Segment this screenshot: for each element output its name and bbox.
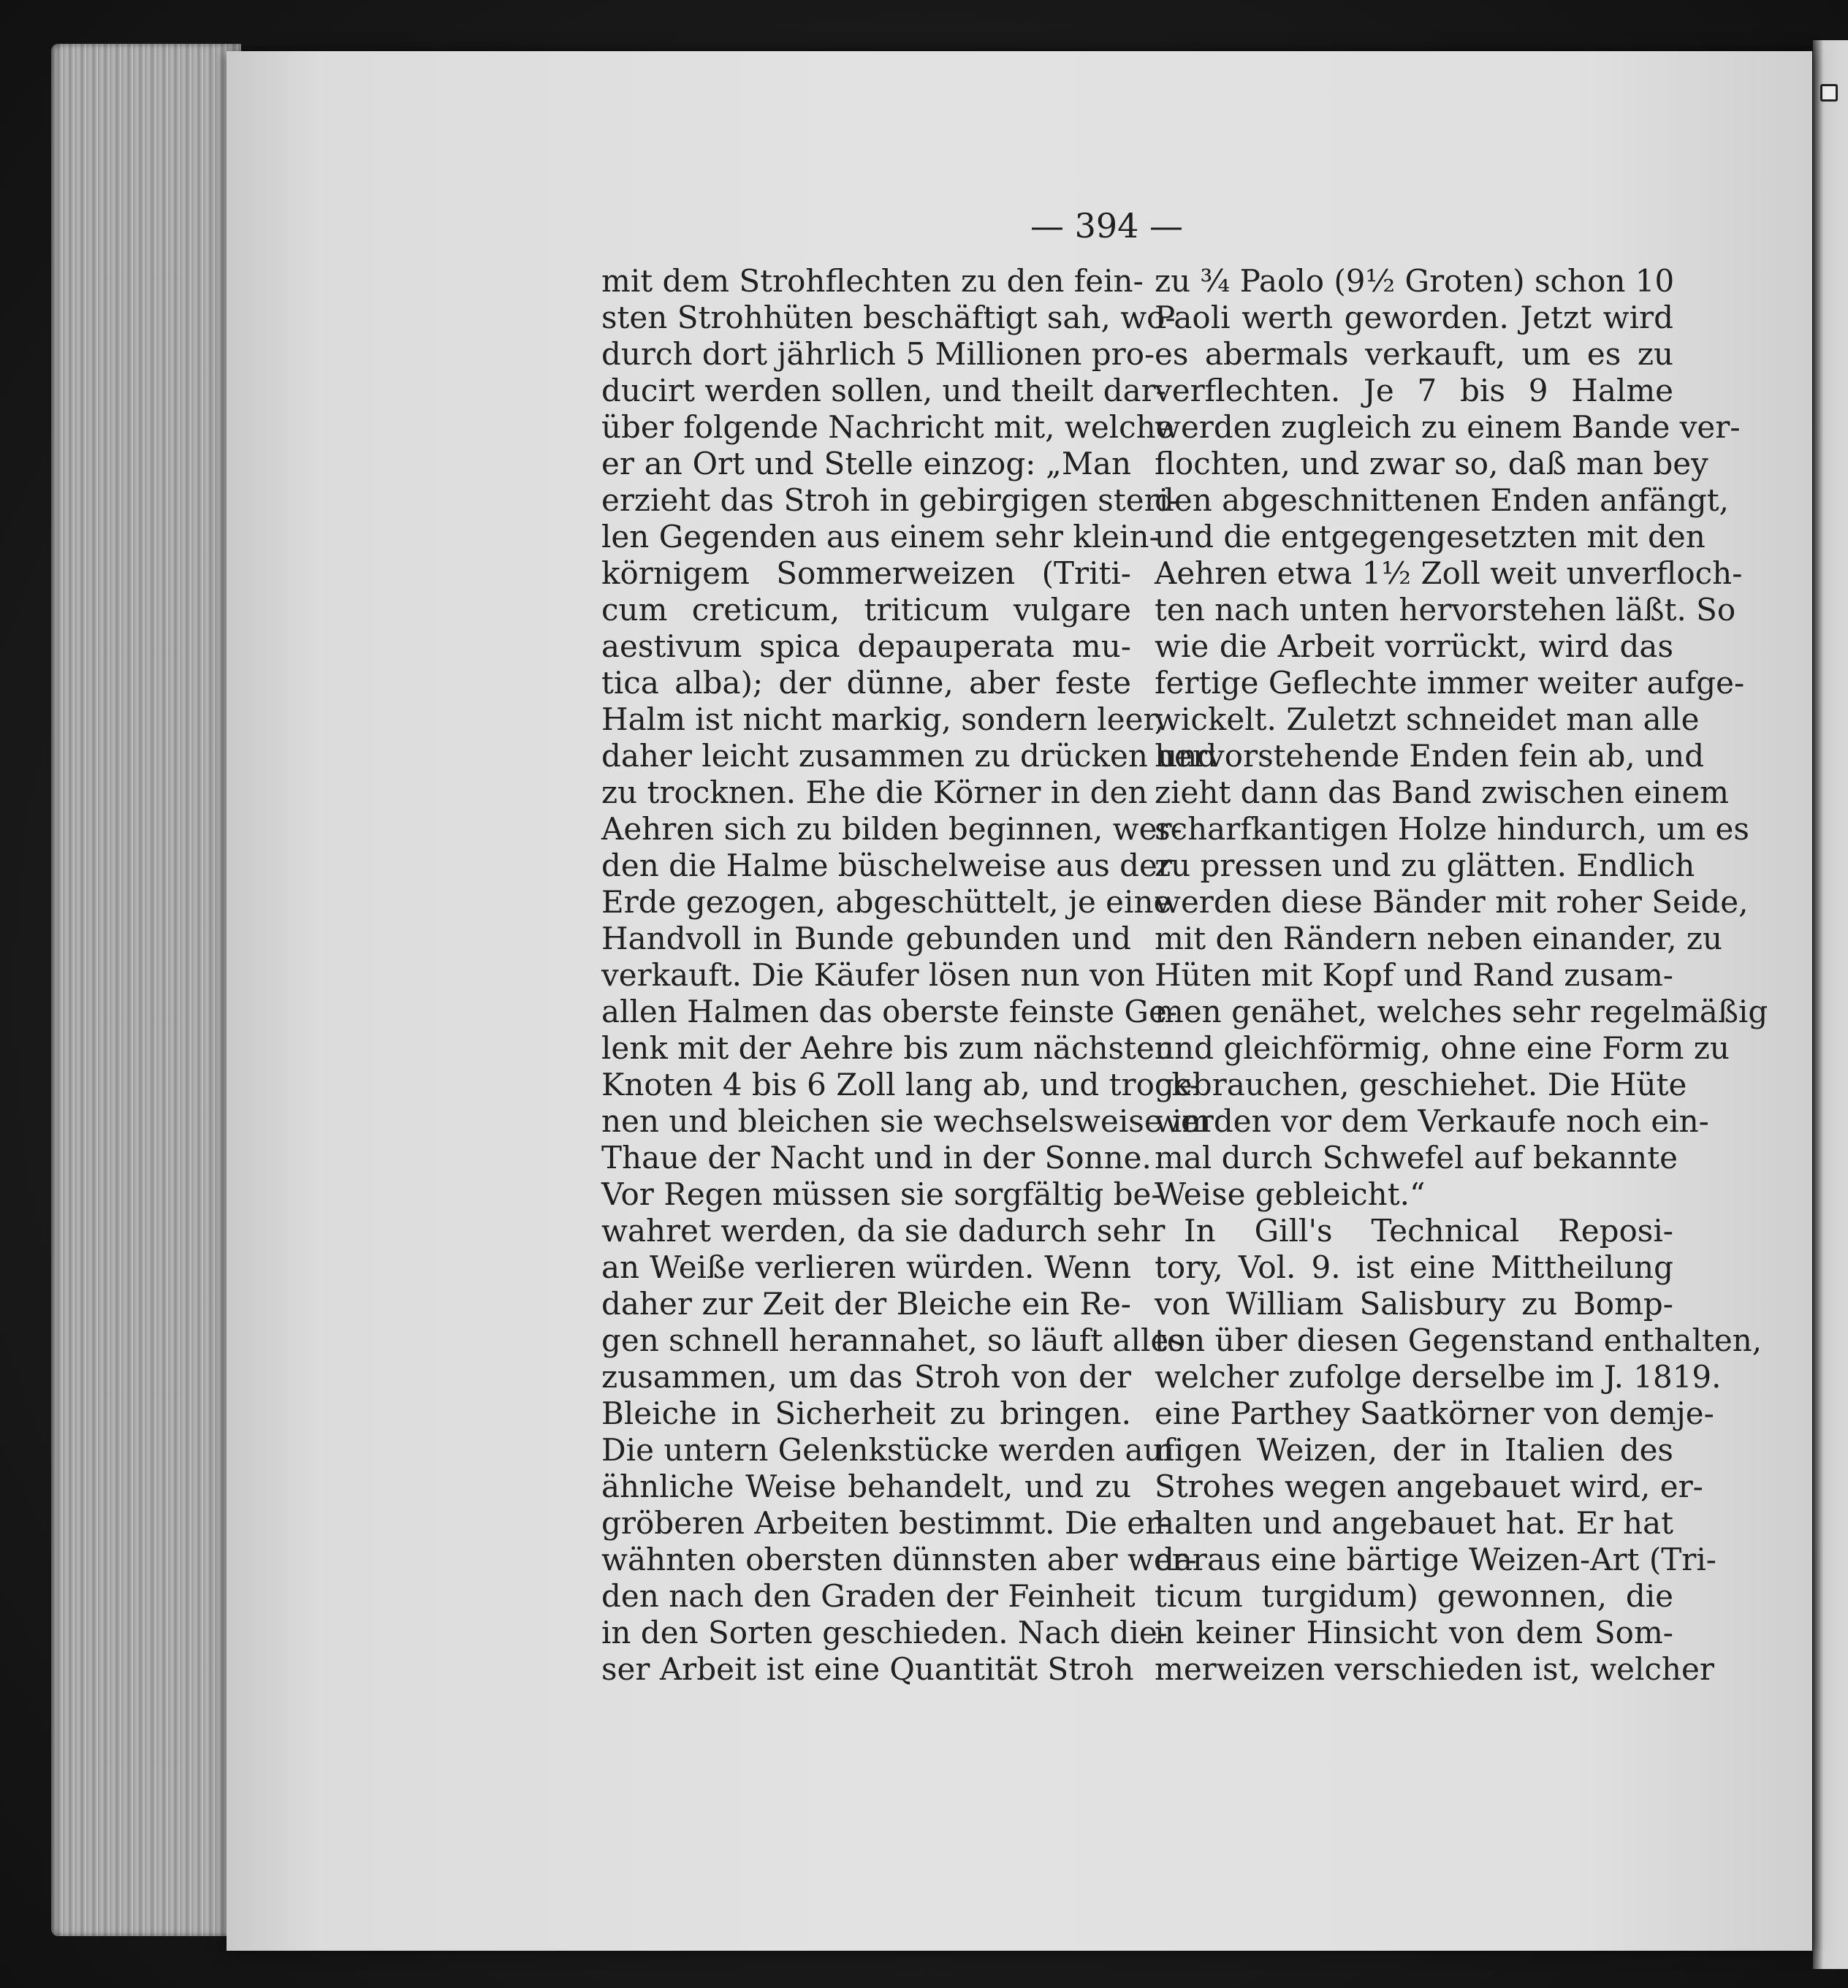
text-line: hervorstehende Enden fein ab, und xyxy=(1155,738,1705,774)
text-line: In Gill's Technical Reposi- xyxy=(1184,1213,1673,1249)
text-line: ten nach unten hervorstehen läßt. So xyxy=(1155,592,1736,628)
text-line: den nach den Graden der Feinheit xyxy=(601,1578,1136,1614)
text-line: Knoten 4 bis 6 Zoll lang ab, und trock- xyxy=(601,1067,1201,1102)
text-line: in den Sorten geschieden. Nach die- xyxy=(601,1615,1168,1650)
text-line: Bleiche in Sicherheit zu bringen. xyxy=(601,1395,1131,1431)
text-line: erzieht das Stroh in gebirgigen steri- xyxy=(601,482,1179,518)
text-line: tica alba); der dünne, aber feste xyxy=(601,665,1131,701)
text-line: Strohes wegen angebauet wird, er- xyxy=(1155,1469,1703,1504)
text-line: Die untern Gelenkstücke werden auf xyxy=(601,1432,1175,1468)
text-line: gröberen Arbeiten bestimmt. Die er- xyxy=(601,1505,1171,1541)
text-line: eine Parthey Saatkörner von demje- xyxy=(1155,1395,1714,1431)
text-line: verflechten. Je 7 bis 9 Halme xyxy=(1155,373,1673,408)
text-line: mal durch Schwefel auf bekannte xyxy=(1155,1140,1678,1176)
text-column-left xyxy=(601,263,1217,1688)
text-line: durch dort jährlich 5 Millionen pro- xyxy=(601,336,1155,372)
text-line: den abgeschnittenen Enden anfängt, xyxy=(1155,482,1730,518)
text-line: verkauft. Die Käufer lösen nun von xyxy=(601,957,1146,993)
text-line: nigen Weizen, der in Italien des xyxy=(1155,1432,1673,1468)
text-line: zu ¾ Paolo (9½ Groten) schon 10 xyxy=(1155,263,1675,299)
page-number: — 394 — xyxy=(1030,206,1184,245)
text-line: wahret werden, da sie dadurch sehr xyxy=(601,1213,1166,1249)
text-line: zu pressen und zu glätten. Endlich xyxy=(1155,848,1695,883)
text-line: werden vor dem Verkaufe noch ein- xyxy=(1155,1103,1709,1139)
text-line: Vor Regen müssen sie sorgfältig be- xyxy=(601,1176,1162,1212)
text-line: zu trocknen. Ehe die Körner in den xyxy=(601,774,1148,810)
text-line: Halm ist nicht markig, sondern leer, xyxy=(601,701,1165,737)
text-line: scharfkantigen Holze hindurch, um es xyxy=(1155,811,1749,847)
text-line: Erde gezogen, abgeschüttelt, je eine xyxy=(601,884,1172,920)
text-line: er an Ort und Stelle einzog: „Man xyxy=(601,446,1131,481)
text-line: lenk mit der Aehre bis zum nächsten xyxy=(601,1030,1174,1066)
text-line: sten Strohhüten beschäftigt sah, wo- xyxy=(601,300,1176,335)
text-line: men genähet, welches sehr regelmäßig xyxy=(1155,994,1768,1029)
text-line: aestivum spica depauperata mu- xyxy=(601,628,1131,664)
text-line: und die entgegengesetzten mit den xyxy=(1155,519,1706,555)
text-line: zusammen, um das Stroh von der xyxy=(601,1359,1131,1395)
text-line: an Weiße verlieren würden. Wenn xyxy=(601,1249,1131,1285)
text-line: mit den Rändern neben einander, zu xyxy=(1155,921,1723,956)
text-line: den die Halme büschelweise aus der xyxy=(601,848,1172,883)
text-line: ähnliche Weise behandelt, und zu xyxy=(601,1469,1131,1504)
text-line: zieht dann das Band zwischen einem xyxy=(1155,774,1730,810)
text-column-right xyxy=(1155,263,1768,1688)
text-line: von William Salisbury zu Bomp- xyxy=(1155,1286,1673,1322)
text-line: ser Arbeit ist eine Quantität Stroh xyxy=(601,1651,1134,1687)
facing-page-edge xyxy=(1813,40,1848,1969)
text-line: gebrauchen, geschiehet. Die Hüte xyxy=(1155,1067,1687,1102)
text-line: in keiner Hinsicht von dem Som- xyxy=(1155,1615,1673,1650)
text-line: wie die Arbeit vorrückt, wird das xyxy=(1155,628,1673,664)
text-line: Aehren sich zu bilden beginnen, wer- xyxy=(601,811,1182,847)
book-page-edges xyxy=(51,44,241,1936)
text-line: über folgende Nachricht mit, welche xyxy=(601,409,1174,445)
text-line: daraus eine bärtige Weizen-Art (Tri- xyxy=(1155,1542,1716,1577)
text-line: cum creticum, triticum vulgare xyxy=(601,592,1131,628)
text-line: welcher zufolge derselbe im J. 1819. xyxy=(1155,1359,1722,1395)
text-line: daher zur Zeit der Bleiche ein Re- xyxy=(601,1286,1131,1322)
text-line: tory, Vol. 9. ist eine Mittheilung xyxy=(1155,1249,1673,1285)
text-line: Paoli werth geworden. Jetzt wird xyxy=(1155,300,1673,335)
text-line: allen Halmen das oberste feinste Ge- xyxy=(601,994,1178,1029)
text-line: Aehren etwa 1½ Zoll weit unverfloch- xyxy=(1155,555,1743,591)
text-line: ducirt werden sollen, und theilt dar- xyxy=(601,373,1166,408)
text-line: werden zugleich zu einem Bande ver- xyxy=(1155,409,1741,445)
text-line: nen und bleichen sie wechselsweise im xyxy=(601,1103,1212,1139)
scan-marker-icon xyxy=(1820,84,1838,102)
text-line: merweizen verschieden ist, welcher xyxy=(1155,1651,1714,1687)
text-line: fertige Geflechte immer weiter aufge- xyxy=(1155,665,1745,701)
text-line: Weise gebleicht.“ xyxy=(1155,1176,1426,1212)
text-line: Thaue der Nacht und in der Sonne. xyxy=(601,1140,1152,1176)
text-line: daher leicht zusammen zu drücken und xyxy=(601,738,1217,774)
text-line: werden diese Bänder mit roher Seide, xyxy=(1155,884,1749,920)
text-line: mit dem Strohflechten zu den fein- xyxy=(601,263,1144,299)
text-line: flochten, und zwar so, daß man bey xyxy=(1155,446,1708,481)
text-line: ticum turgidum) gewonnen, die xyxy=(1155,1578,1673,1614)
text-line: und gleichförmig, ohne eine Form zu xyxy=(1155,1030,1730,1066)
text-line: es abermals verkauft, um es zu xyxy=(1155,336,1673,372)
text-line: gen schnell herannahet, so läuft alles xyxy=(601,1322,1185,1358)
text-line: körnigem Sommerweizen (Triti- xyxy=(601,555,1131,591)
text-line: Hüten mit Kopf und Rand zusam- xyxy=(1155,957,1673,993)
text-line: halten und angebauet hat. Er hat xyxy=(1155,1505,1673,1541)
text-line: wähnten obersten dünnsten aber wer- xyxy=(601,1542,1198,1577)
text-line: wickelt. Zuletzt schneidet man alle xyxy=(1155,701,1700,737)
text-line: len Gegenden aus einem sehr klein- xyxy=(601,519,1160,555)
text-line: ton über diesen Gegenstand enthalten, xyxy=(1155,1322,1763,1358)
text-line: Handvoll in Bunde gebunden und xyxy=(601,921,1131,956)
